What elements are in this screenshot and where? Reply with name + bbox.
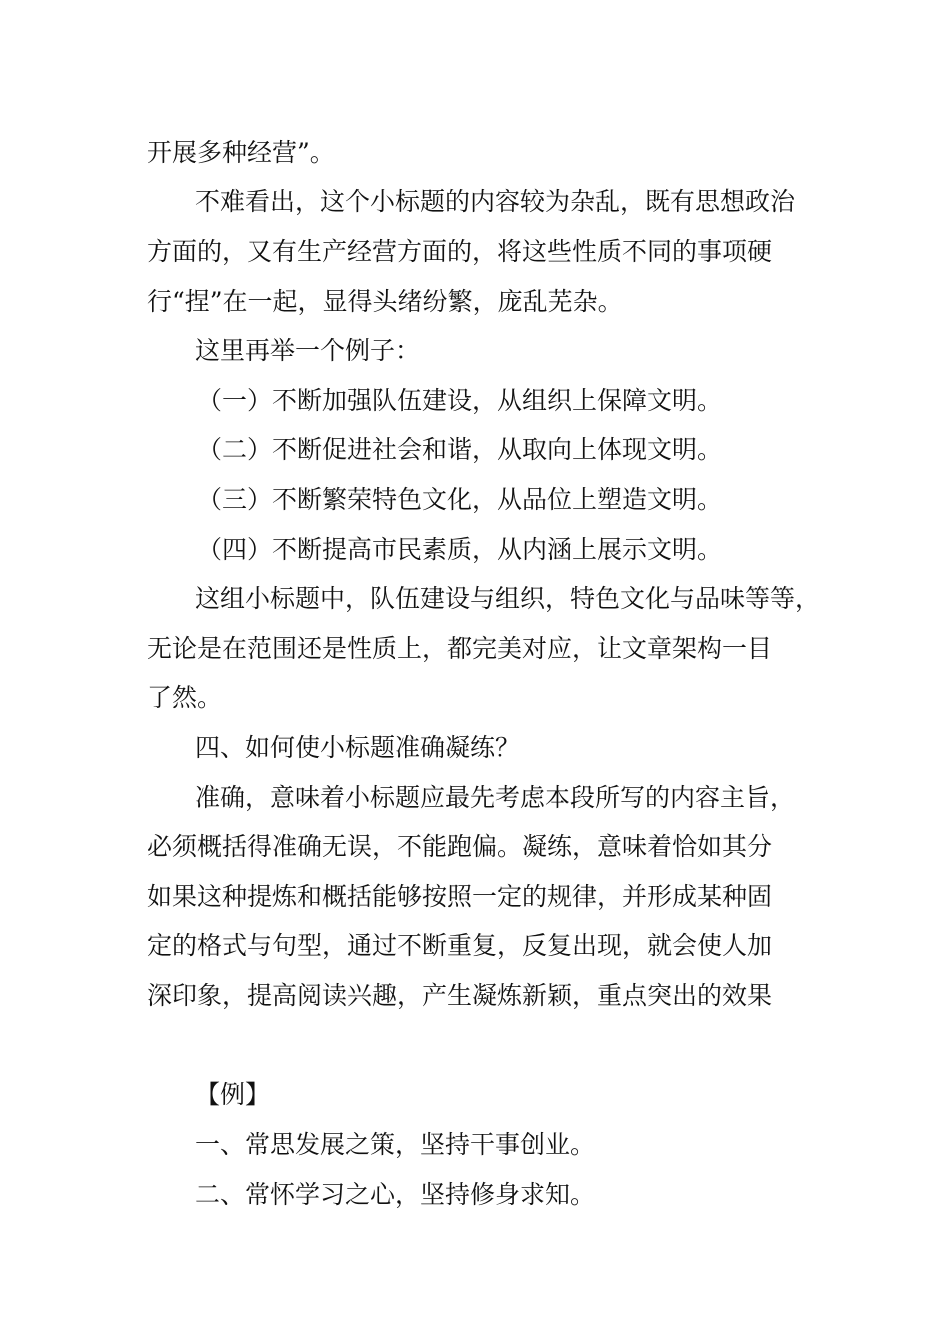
list-item: （四）不断提高市民素质，从内涵上展示文明。 (197, 535, 723, 564)
list-item: （一）不断加强队伍建设，从组织上保障文明。 (197, 386, 723, 415)
paragraph-line: 这里再举一个例子： (195, 336, 421, 365)
paragraph-line: 方面的，又有生产经营方面的，将这些性质不同的事项硬 (147, 237, 773, 266)
paragraph-line: 了然。 (147, 683, 223, 712)
paragraph-line: 必须概括得准确无误，不能跑偏。凝练，意味着恰如其分 (147, 832, 773, 861)
paragraph-line: 无论是在范围还是性质上，都完美对应，让文章架构一目 (147, 634, 773, 663)
paragraph-line: 行“捏”在一起，显得头绪纷繁，庞乱芜杂。 (147, 287, 623, 316)
paragraph-line: 如果这种提炼和概括能够按照一定的规律，并形成某种固 (147, 882, 773, 911)
list-item: 二、常怀学习之心，坚持修身求知。 (195, 1180, 596, 1209)
paragraph-line: 开展多种经营”。 (147, 138, 335, 167)
paragraph-line: 准确，意味着小标题应最先考虑本段所写的内容主旨， (195, 783, 796, 812)
paragraph-line: 这组小标题中，队伍建设与组织，特色文化与品味等等， (195, 584, 821, 613)
paragraph-line: 深印象，提高阅读兴趣，产生凝炼新颖，重点突出的效果 (147, 981, 773, 1010)
example-heading: 【例】 (195, 1080, 271, 1109)
paragraph-line: 不难看出，这个小标题的内容较为杂乱，既有思想政治 (195, 187, 796, 216)
list-item: 一、常思发展之策，坚持干事创业。 (195, 1130, 596, 1159)
section-heading: 四、如何使小标题准确凝练？ (195, 733, 521, 762)
list-item: （二）不断促进社会和谐，从取向上体现文明。 (197, 435, 723, 464)
paragraph-line: 定的格式与句型，通过不断重复，反复出现，就会使人加 (147, 931, 773, 960)
list-item: （三）不断繁荣特色文化，从品位上塑造文明。 (197, 485, 723, 514)
